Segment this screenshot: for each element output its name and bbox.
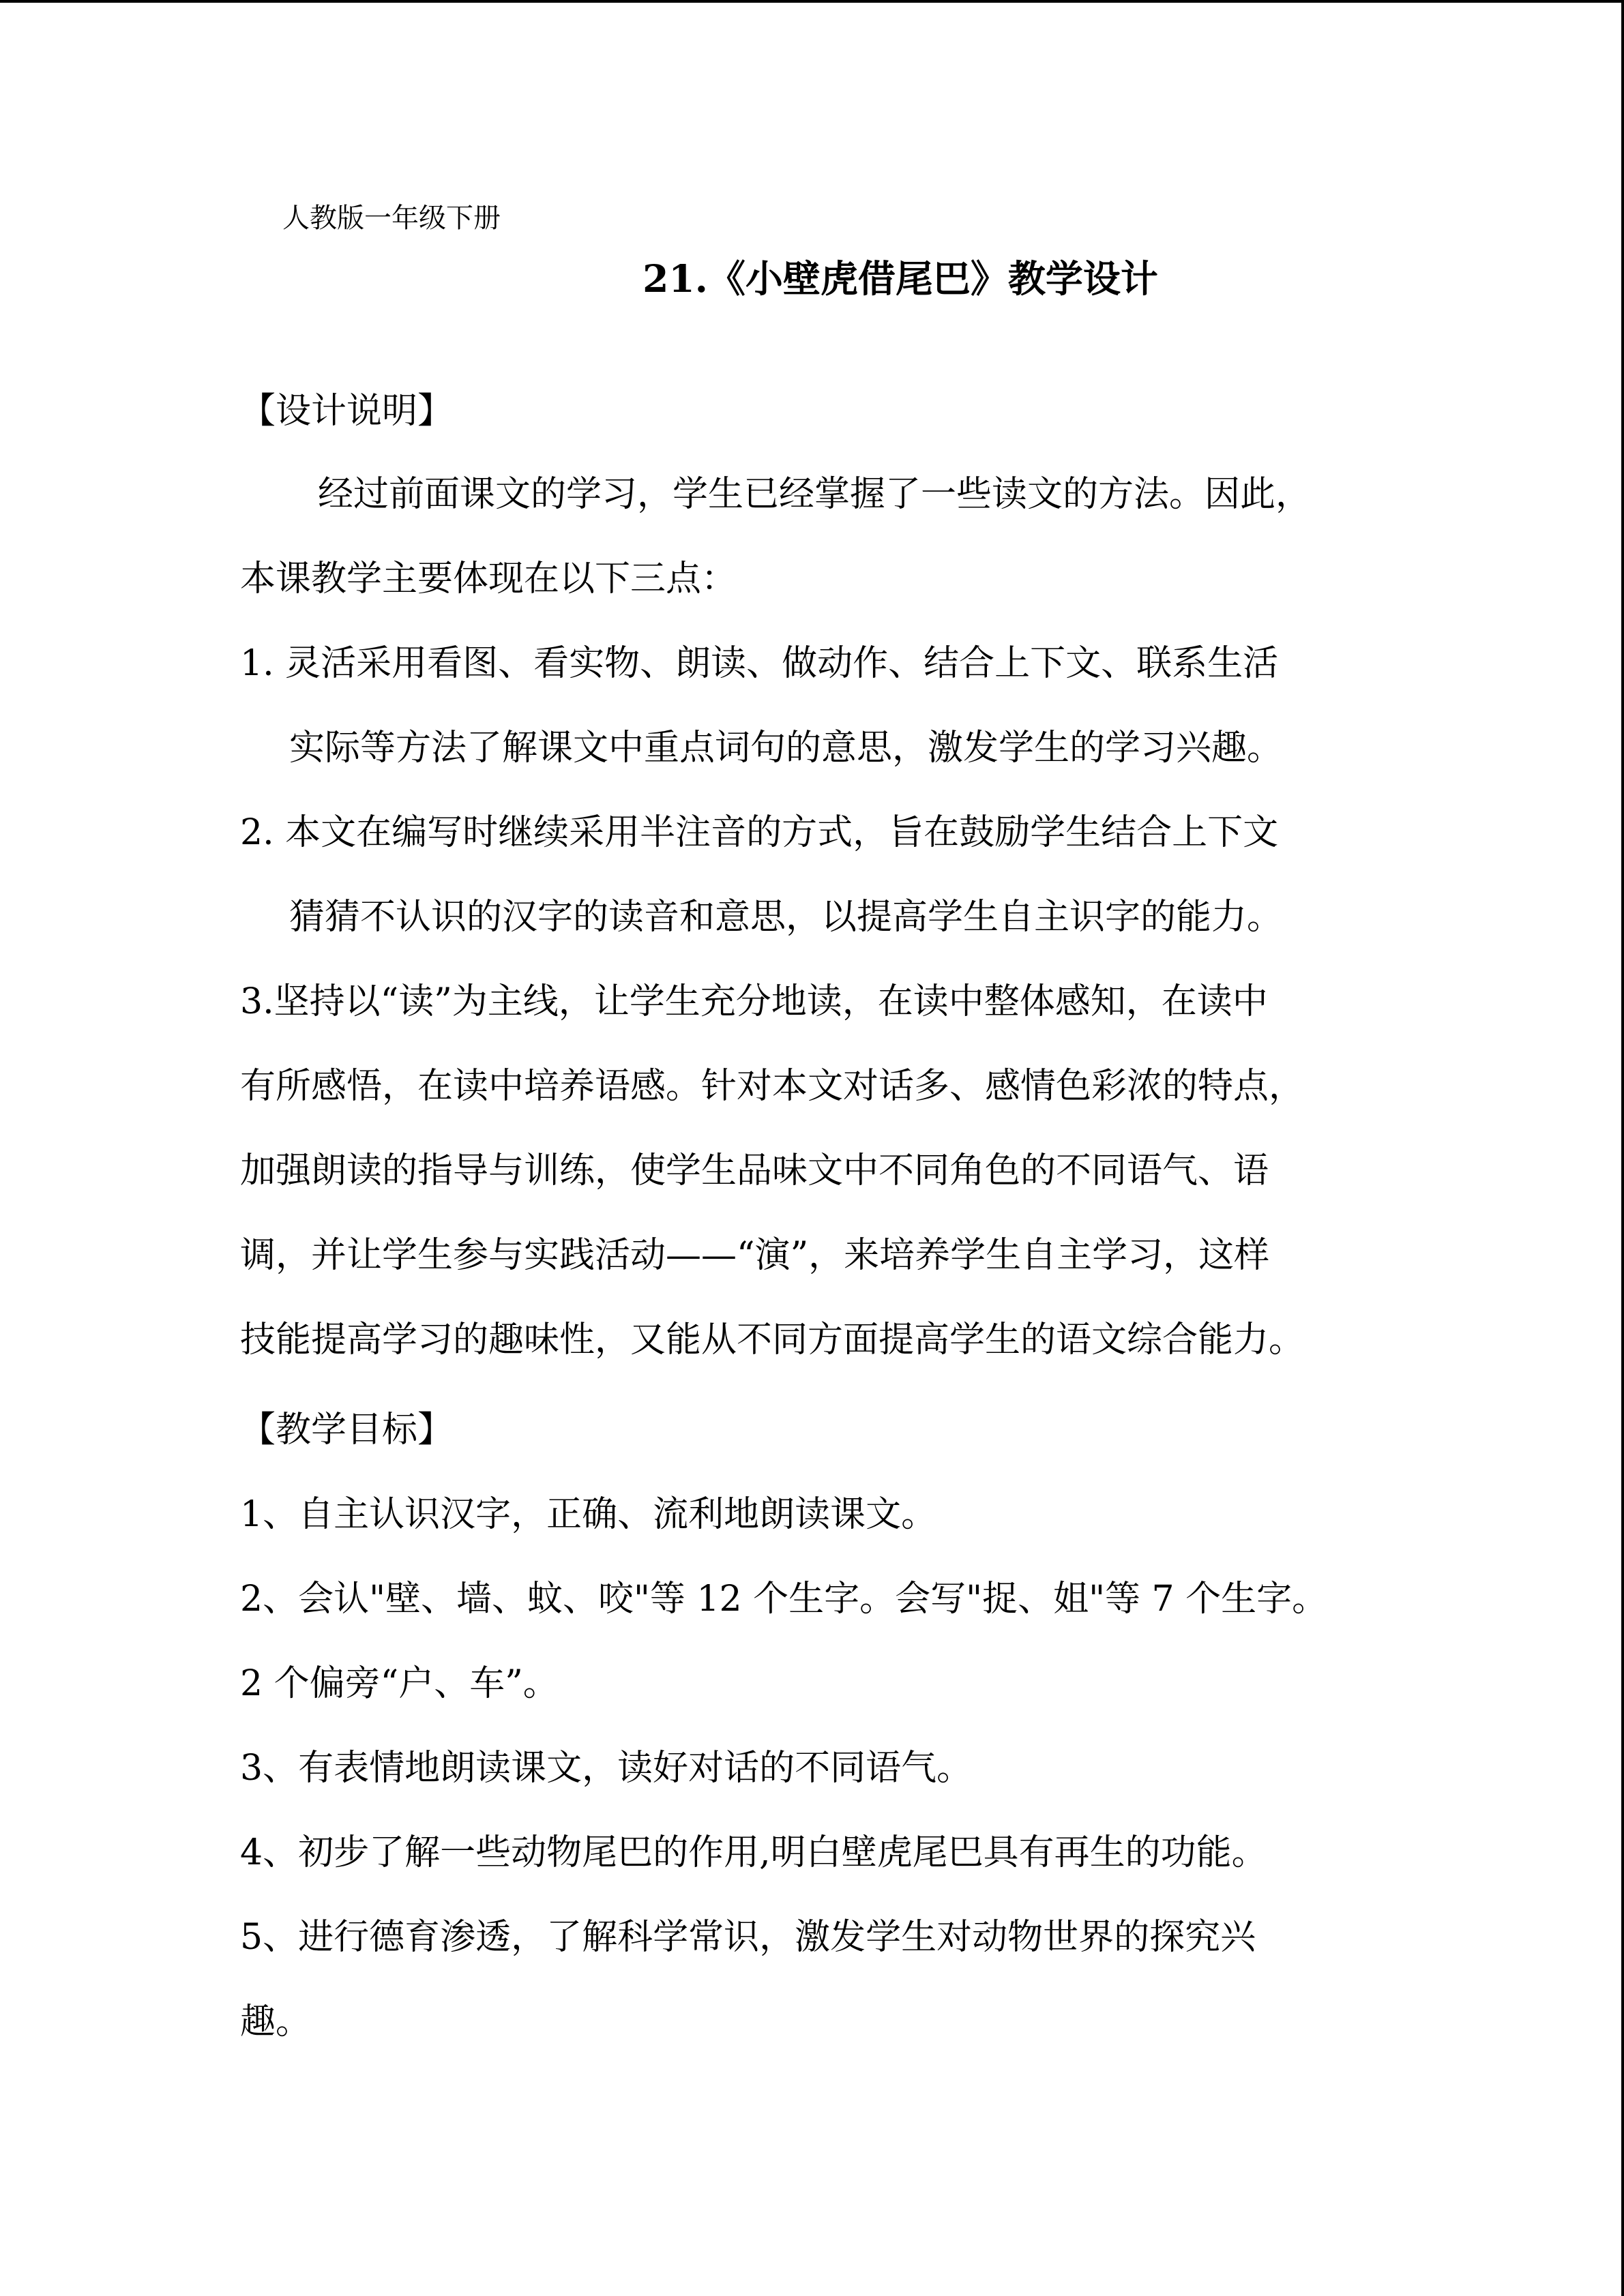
design-point-3-line: 有所感悟，在读中培养语感。针对本文对话多、感情色彩浓的特点，	[240, 1066, 1305, 1107]
goal-line: 2、会认"壁、墙、蚊、咬"等 12 个生字。会写"捉、姐"等 7 个生字。	[240, 1579, 1328, 1620]
design-point-2-line: 猜猜不认识的汉字的读音和意思，以提高学生自主识字的能力。	[289, 897, 1283, 938]
design-paragraph-line: 本课教学主要体现在以下三点：	[240, 558, 737, 599]
design-point-3-line: 3.坚持以“读”为主线，让学生充分地读，在读中整体感知，在读中	[240, 981, 1268, 1022]
goal-line: 4、初步了解一些动物尾巴的作用,明白壁虎尾巴具有再生的功能。	[240, 1832, 1267, 1873]
goal-line: 3、有表情地朗读课文，读好对话的不同语气。	[240, 1748, 973, 1789]
design-point-1-line: 实际等方法了解课文中重点词句的意思，激发学生的学习兴趣。	[289, 728, 1283, 769]
goal-line: 趣。	[240, 2001, 312, 2042]
goal-line: 2 个偏旁“户、车”。	[240, 1663, 559, 1704]
design-paragraph-line: 经过前面课文的学习，学生已经掌握了一些读文的方法。因此，	[318, 474, 1312, 515]
goal-line: 5、进行德育渗透，了解科学常识，激发学生对动物世界的探究兴	[240, 1917, 1256, 1958]
textbook-edition-note: 人教版一年级下册	[282, 203, 501, 234]
goal-line: 1、自主认识汉字，正确、流利地朗读课文。	[240, 1494, 937, 1535]
design-point-3-line: 调，并让学生参与实践活动——“演”，来培养学生自主学习，这样	[240, 1235, 1270, 1276]
goals-section-heading: 【教学目标】	[240, 1410, 454, 1450]
design-point-3-line: 技能提高学习的趣味性，又能从不同方面提高学生的语文综合能力。	[240, 1320, 1305, 1360]
design-section-heading: 【设计说明】	[240, 391, 454, 432]
design-point-1-line: 1. 灵活采用看图、看实物、朗读、做动作、结合上下文、联系生活	[240, 643, 1279, 684]
document-title: 21.《小壁虎借尾巴》教学设计	[643, 256, 1158, 301]
design-point-2-line: 2. 本文在编写时继续采用半注音的方式，旨在鼓励学生结合上下文	[240, 812, 1279, 853]
design-point-3-line: 加强朗读的指导与训练，使学生品味文中不同角色的不同语气、语	[240, 1150, 1269, 1191]
